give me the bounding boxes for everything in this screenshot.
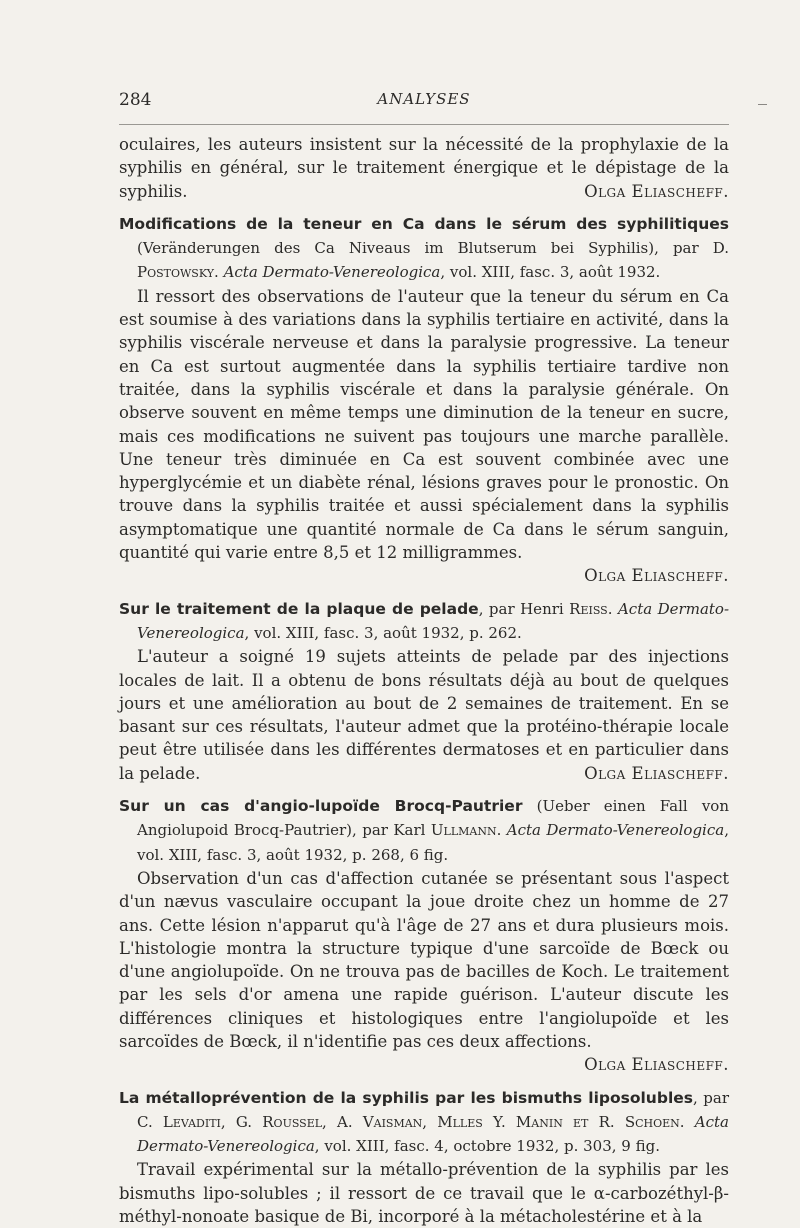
article-3-body-text: Observation d'un cas d'affection cutanée se présentant sous l'aspect d'un nævus vasculaire occupant la joue droite chez un homme de 27 ans. Cette lésion n'apparut qu'à l'âge de 27 ans et dura plusieurs mois. L'histologie montra la structure typique d'une sarcoïde de Bœck ou d'une angiolupoïde. On ne trouva pas de bacilles de Koch. Le traitement par les sels d'or amena une rapide guérison. L'auteur discute les différences cliniques et histologiques entre l'angiolupoïde et les sarcoïdes de Bœck, il n'identifie pas ces deux affections. <box>119 868 729 1051</box>
article-1-ref-a: (Veränderungen des Ca Niveaus im Blutserum bei Syphilis), par D. <box>137 239 729 258</box>
article-4-reference <box>119 1086 729 1159</box>
article-3-title: Sur un cas d'angio-lupoïde Brocq-Pautrier <box>119 797 523 816</box>
intro-text: oculaires, les auteurs insistent sur la nécessité de la prophylaxie de la syphilis en général, sur le traitement énergique et le dépistage de la syphilis. <box>119 135 729 201</box>
article-4-journal: Acta Dermato-Venereologica <box>137 1112 729 1156</box>
article-1-body: Il ressort des observations de l'auteur que la teneur du sérum en Ca est soumise à des variations dans la syphilis tertiaire en activité, dans la syphilis viscérale nerveuse et dans la paralysie progressive. La teneur en Ca est surtout augmentée dans la syphilis tertiaire tardive non traitée, dans la syphilis viscérale et dans la paralysie générale. On observe souvent en même temps une diminution de la teneur en sucre, mais ces modifications ne suivent pas toujours une marche parallèle. Une teneur très diminuée en Ca est souvent combinée avec une hyperglycémie et un diabète rénal, lésions graves pour le pronostic. On trouve dans la syphilis traitée et aussi spécialement dans la syphilis asymptomatique une quantité normale de Ca dans le sérum sanguin, quantité qui varie entre 8,5 et 12 milligrammes. <box>119 286 729 563</box>
article-2-body <box>119 645 729 785</box>
article-3-reference <box>119 794 729 867</box>
text-column <box>119 133 729 1228</box>
intro-signature: Olga Eliascheff. <box>584 181 729 201</box>
article-2-title: Sur le traitement de la plaque de pelade <box>119 599 479 618</box>
article-3-ref-c: , vol. XIII, fasc. 3, août 1932, p. 268, 6 fig. <box>137 821 729 864</box>
article-1-ref-b: . <box>214 263 224 282</box>
page-number: 284 <box>119 90 152 110</box>
article-1-signature: Olga Eliascheff. <box>584 566 729 586</box>
article-2-ref-a: , par Henri <box>478 599 570 618</box>
article-3-signature: Olga Eliascheff. <box>584 1055 729 1075</box>
header-rule <box>119 124 729 125</box>
article-2-reference <box>119 597 729 646</box>
article-3-ref-a: (Ueber einen Fall von Angiolupoid Brocq-Pautrier), par Karl <box>137 797 729 840</box>
article-4-authors: Levaditi, G. Roussel, A. Vaisman, Mlles Y. Manin et R. Schoen <box>162 1112 680 1131</box>
article-4-ref-c: , vol. XIII, fasc. 4, octobre 1932, p. 303, 9 fig. <box>314 1137 660 1156</box>
article-2-body-text: L'auteur a soigné 19 sujets atteints de pelade par des injections locales de lait. Il a obtenu de bons résultats déjà au bout de quelques jours et une amélioration au bout de 2 semaines de traitement. En se basant sur ces résultats, l'auteur admet que la protéino-thérapie locale peut être utilisée dans les différentes dermatoses et en particulier dans la pelade. <box>119 647 729 783</box>
article-4-ref-b: . <box>679 1112 695 1131</box>
article-2-ref-b: . <box>607 599 618 618</box>
article-2 <box>119 597 729 785</box>
article-1-reference <box>119 212 729 285</box>
article-2-journal: Acta Dermato-Venereologica <box>137 599 730 642</box>
article-2-author: Reiss <box>569 599 608 618</box>
article-4-title: La métalloprévention de la syphilis par les bismuths liposolubles <box>119 1088 693 1107</box>
margin-mark <box>758 104 767 105</box>
article-1-author: Postowsky <box>137 263 215 282</box>
article-3-body <box>119 867 729 1075</box>
article-3-journal: Acta Dermato-Venereologica <box>506 821 725 840</box>
intro-paragraph <box>119 133 729 203</box>
article-4-body: Travail expérimental sur la métallo-prévention de la syphilis par les bismuths lipo-solubles ; il ressort de ce travail que le α-carbozéthyl-β-méthyl-nonoate basique de Bi, incorporé à la métacholestérine et à la <box>119 1160 729 1227</box>
article-1-title: Modifications de la teneur en Ca dans le sérum des syphilitiques <box>119 214 729 233</box>
article-3-ref-b: . <box>496 821 507 840</box>
article-2-signature: Olga Eliascheff. <box>584 763 729 783</box>
article-3 <box>119 794 729 1077</box>
article-2-ref-c: , vol. XIII, fasc. 3, août 1932, p. 262. <box>244 623 522 642</box>
article-1-ref-c: , vol. XIII, fasc. 3, août 1932. <box>440 263 661 282</box>
page-header <box>119 90 729 116</box>
article-4-ref-a: , par C. <box>137 1088 729 1131</box>
running-title: ANALYSES <box>377 90 471 108</box>
article-3-author: Ullmann <box>430 821 497 840</box>
article-1 <box>119 212 729 588</box>
article-1-journal: Acta Dermato-Venereologica <box>223 263 441 282</box>
article-4 <box>119 1086 729 1228</box>
